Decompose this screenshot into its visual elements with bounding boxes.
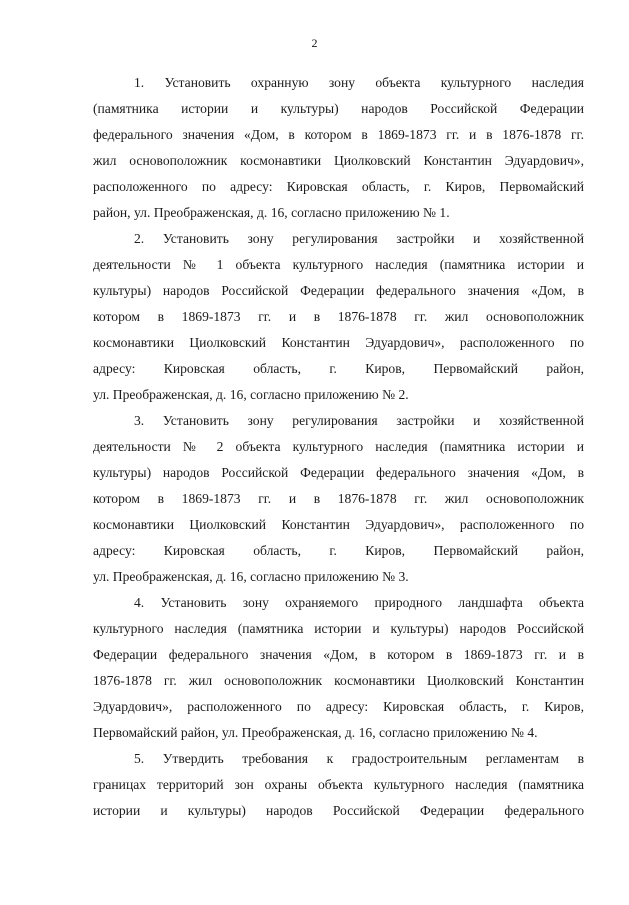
text-line: ул. Преображенская, д. 16, согласно приложению № 2.: [93, 387, 409, 402]
text-line: 4. Установить зону охраняемого природного ландшафта объекта: [134, 595, 584, 610]
paragraph-4: [93, 590, 584, 746]
document-body: [93, 70, 584, 824]
text-line: федерального значения «Дом, в котором в 1869-1873 гг. и в 1876-1878 гг.: [93, 127, 584, 142]
text-line: (памятника истории и культуры) народов Российской Федерации: [93, 101, 584, 116]
paragraph-3: [93, 408, 584, 590]
text-line: Первомайский район, ул. Преображенская, д. 16, согласно приложению № 4.: [93, 725, 538, 740]
paragraph-1: [93, 70, 584, 226]
paragraph-5: [93, 746, 584, 824]
text-line: Федерации федерального значения «Дом, в котором в 1869-1873 гг. и в: [93, 647, 584, 662]
text-line: деятельности № 1 объекта культурного наследия (памятника истории и: [93, 257, 584, 272]
text-line: котором в 1869-1873 гг. и в 1876-1878 гг. жил основоположник: [93, 491, 584, 506]
text-line: жил основоположник космонавтики Циолковский Константин Эдуардович»,: [93, 153, 584, 168]
text-line: 1. Установить охранную зону объекта культурного наследия: [134, 75, 584, 90]
text-line: истории и культуры) народов Российской Федерации федерального: [93, 803, 584, 818]
text-line: адресу: Кировская область, г. Киров, Первомайский район,: [93, 361, 584, 376]
text-line: адресу: Кировская область, г. Киров, Первомайский район,: [93, 543, 584, 558]
text-line: 2. Установить зону регулирования застройки и хозяйственной: [134, 231, 584, 246]
text-line: культурного наследия (памятника истории и культуры) народов Российской: [93, 621, 584, 636]
text-line: культуры) народов Российской Федерации федерального значения «Дом, в: [93, 283, 584, 298]
page-number: 2: [311, 36, 318, 50]
text-line: район, ул. Преображенская, д. 16, согласно приложению № 1.: [93, 205, 450, 220]
text-line: расположенного по адресу: Кировская область, г. Киров, Первомайский: [93, 179, 584, 194]
text-line: ул. Преображенская, д. 16, согласно приложению № 3.: [93, 569, 409, 584]
text-line: культуры) народов Российской Федерации федерального значения «Дом, в: [93, 465, 584, 480]
text-line: Эдуардович», расположенного по адресу: Кировская область, г. Киров,: [93, 699, 584, 714]
text-line: 5. Утвердить требования к градостроительным регламентам в: [134, 751, 584, 766]
text-line: деятельности № 2 объекта культурного наследия (памятника истории и: [93, 439, 584, 454]
text-line: космонавтики Циолковский Константин Эдуардович», расположенного по: [93, 517, 584, 532]
paragraph-2: [93, 226, 584, 408]
text-line: котором в 1869-1873 гг. и в 1876-1878 гг. жил основоположник: [93, 309, 584, 324]
text-line: 1876-1878 гг. жил основоположник космонавтики Циолковский Константин: [93, 673, 584, 688]
text-line: границах территорий зон охраны объекта культурного наследия (памятника: [93, 777, 584, 792]
text-line: космонавтики Циолковский Константин Эдуардович», расположенного по: [93, 335, 584, 350]
text-line: 3. Установить зону регулирования застройки и хозяйственной: [134, 413, 584, 428]
